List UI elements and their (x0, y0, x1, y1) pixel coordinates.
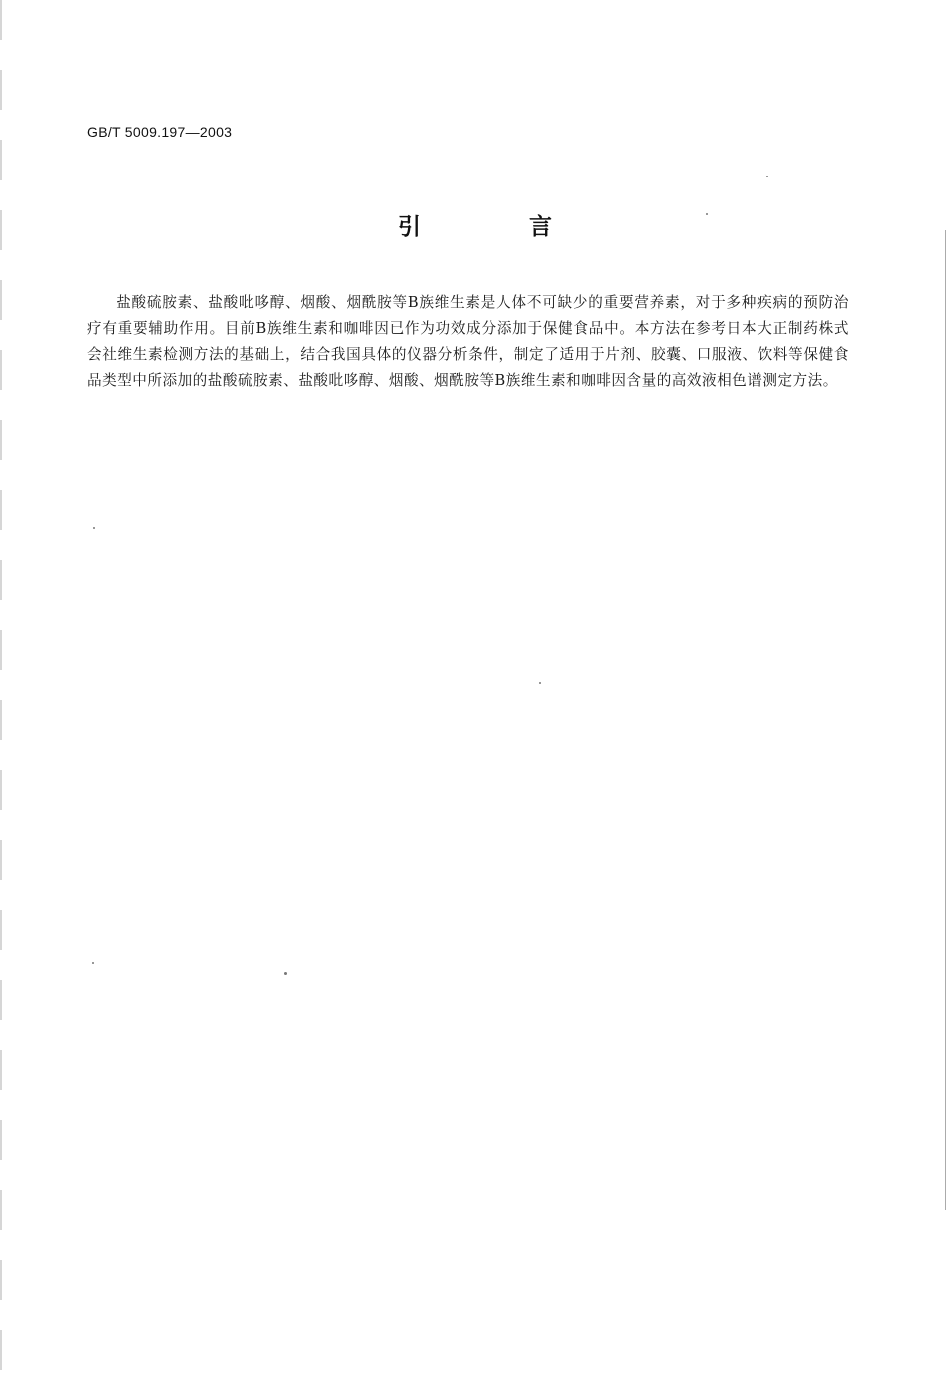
standard-code: GB/T 5009.197—2003 (87, 124, 233, 140)
introduction-body (87, 290, 849, 394)
scan-speck (93, 527, 95, 529)
page-title: 引 言 (397, 214, 602, 240)
introduction-paragraph: 盐酸硫胺素、盐酸吡哆醇、烟酸、烟酰胺等B族维生素是人体不可缺少的重要营养素，对于多种疾病的预防治疗有重要辅助作用。目前B族维生素和咖啡因已作为功效成分添加于保健食品中。本方法在参考日本大正制药株式会社维生素检测方法的基础上，结合我国具体的仪器分析条件，制定了适用于片剂、胶囊、口服液、饮料等保健食品类型中所添加的盐酸硫胺素、盐酸吡哆醇、烟酸、烟酰胺等B族维生素和咖啡因含量的高效液相色谱测定方法。 (87, 294, 849, 389)
scan-speck (92, 962, 94, 964)
scan-speck (706, 213, 708, 215)
scan-speck (766, 176, 768, 177)
scan-speck (539, 682, 541, 684)
scan-speck (284, 972, 287, 975)
scan-edge-right (945, 230, 946, 1210)
